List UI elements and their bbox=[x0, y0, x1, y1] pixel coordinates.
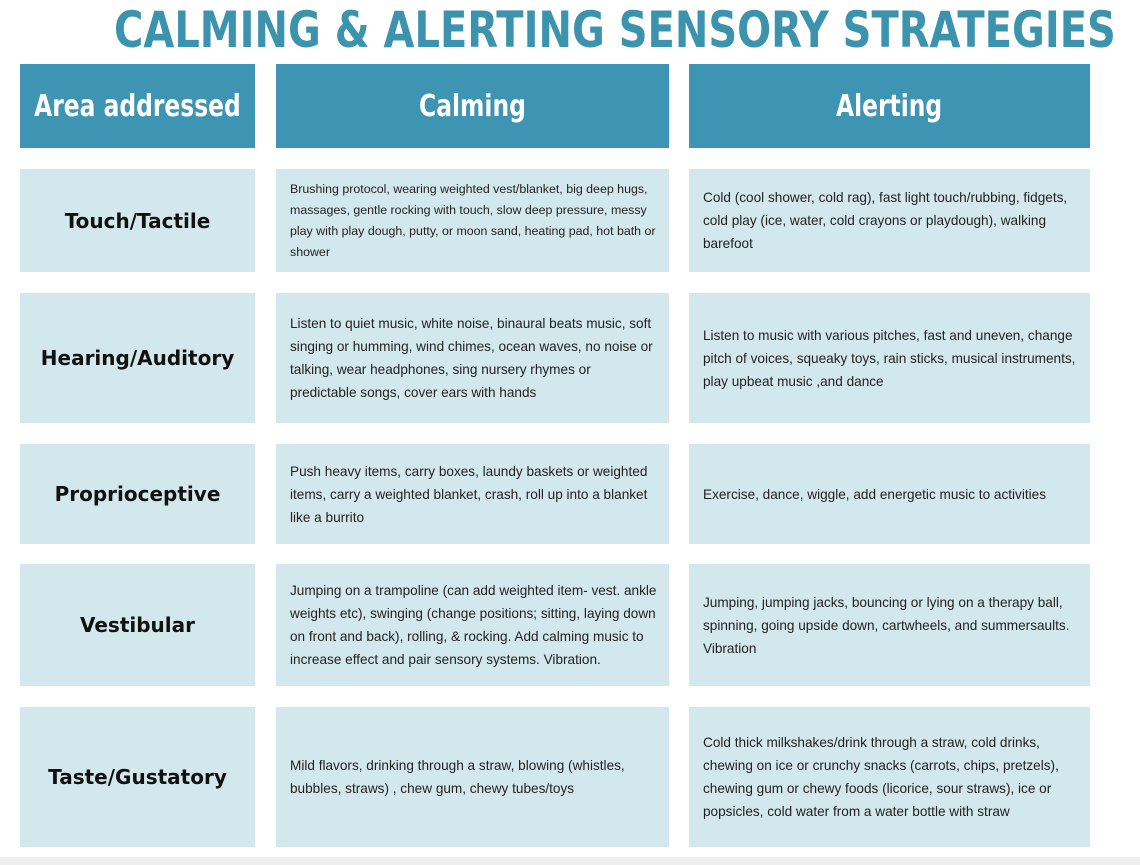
calming-taste-gustatory: Mild flavors, drinking through a straw, blowing (whistles, bubbles, straws) , chew gum, chewy tubes/toys bbox=[276, 707, 669, 847]
calming-proprioceptive: Push heavy items, carry boxes, laundy baskets or weighted items, carry a weighted blanket, crash, roll up into a blanket like a burrito bbox=[276, 444, 669, 544]
area-touch-tactile: Touch/Tactile bbox=[20, 169, 255, 272]
calming-touch-tactile: Brushing protocol, wearing weighted vest/blanket, big deep hugs, massages, gentle rocking with touch, slow deep pressure, messy play with play dough, putty, or moon sand, heating pad, hot bath or shower bbox=[276, 169, 669, 272]
alerting-taste-gustatory: Cold thick milkshakes/drink through a straw, cold drinks, chewing on ice or crunchy snacks (carrots, chips, pretzels), chewing gum or chewy foods (licorice, sour straws), ice or popsicles, cold water from a water bottle with straw bbox=[689, 707, 1090, 847]
header-alerting-label: Alerting bbox=[836, 88, 943, 124]
header-calming bbox=[276, 64, 669, 148]
header-area-addressed bbox=[20, 64, 255, 148]
header-alerting bbox=[689, 64, 1090, 148]
alerting-proprioceptive: Exercise, dance, wiggle, add energetic music to activities bbox=[689, 444, 1090, 544]
header-area-addressed-label: Area addressed bbox=[34, 88, 241, 124]
page-title: CALMING & ALERTING SENSORY STRATEGIES bbox=[114, 1, 1116, 59]
area-taste-gustatory: Taste/Gustatory bbox=[20, 707, 255, 847]
area-vestibular: Vestibular bbox=[20, 564, 255, 686]
area-hearing-auditory: Hearing/Auditory bbox=[20, 293, 255, 423]
alerting-hearing-auditory: Listen to music with various pitches, fast and uneven, change pitch of voices, squeaky toys, rain sticks, musical instruments, play upbeat music ,and dance bbox=[689, 293, 1090, 423]
bottom-divider bbox=[0, 857, 1140, 865]
area-proprioceptive: Proprioceptive bbox=[20, 444, 255, 544]
header-calming-label: Calming bbox=[419, 88, 526, 124]
calming-hearing-auditory: Listen to quiet music, white noise, binaural beats music, soft singing or humming, wind chimes, ocean waves, no noise or talking, wear headphones, sing nursery rhymes or predictable songs, cover ears with hands bbox=[276, 293, 669, 423]
calming-vestibular: Jumping on a trampoline (can add weighted item- vest. ankle weights etc), swinging (change positions; sitting, laying down on front and back), rolling, & rocking. Add calming music to increase effect and pair sensory systems. Vibration. bbox=[276, 564, 669, 686]
alerting-touch-tactile: Cold (cool shower, cold rag), fast light touch/rubbing, fidgets, cold play (ice, water, cold crayons or playdough), walking barefoot bbox=[689, 169, 1090, 272]
alerting-vestibular: Jumping, jumping jacks, bouncing or lying on a therapy ball, spinning, going upside down, cartwheels, and summersaults. Vibration bbox=[689, 564, 1090, 686]
